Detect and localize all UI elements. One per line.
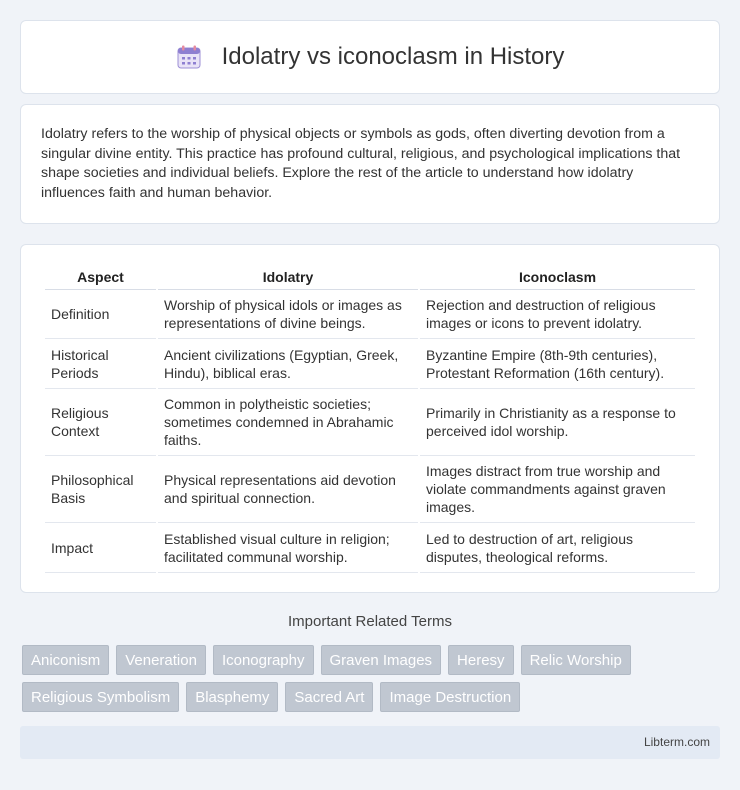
intro-text: Idolatry refers to the worship of physical objects or symbols as gods, often diverting devotion from a singular divine entity. This practice has profound cultural, religious, and psychological implications that shape societies and individual beliefs. Explore the rest of the article to understand how idolatry influences faith and human behavior. [41,126,681,201]
intro-card [20,104,720,224]
related-terms-list [22,645,722,712]
row-aspect: Impact [45,523,156,573]
tag-graven-images[interactable]: Graven Images [321,645,442,675]
related-terms-title: Important Related Terms [288,613,452,630]
row-iconoclasm: Images distract from true worship and violate commandments against graven images. [420,456,695,523]
row-idolatry: Common in polytheistic societies; sometimes condemned in Abrahamic faiths. [158,389,418,456]
page-title: Idolatry vs iconoclasm in History [221,43,565,70]
tag-aniconism[interactable]: Aniconism [22,645,109,675]
comparison-table-card [20,244,720,593]
tag-religious-symbolism[interactable]: Religious Symbolism [22,682,179,712]
row-iconoclasm: Primarily in Christianity as a response to perceived idol worship. [420,389,695,456]
table-row [45,389,695,456]
row-aspect: Religious Context [45,389,156,456]
tag-relic-worship[interactable]: Relic Worship [521,645,631,675]
table-row [45,290,695,339]
row-aspect: Philosophical Basis [45,456,156,523]
footer-site-link[interactable]: Libterm.com [643,735,710,749]
row-iconoclasm: Byzantine Empire (8th-9th centuries), Protestant Reformation (16th century). [420,339,695,389]
title-card [20,20,720,94]
header-aspect: Aspect [45,265,156,290]
table-row [45,456,695,523]
row-iconoclasm: Led to destruction of art, religious disputes, theological reforms. [420,523,695,573]
header-idolatry: Idolatry [158,265,418,290]
comparison-table [43,265,697,573]
header-iconoclasm: Iconoclasm [420,265,695,290]
tag-blasphemy[interactable]: Blasphemy [186,682,278,712]
row-aspect: Definition [45,290,156,339]
row-aspect: Historical Periods [45,339,156,389]
tag-iconography[interactable]: Iconography [213,645,314,675]
table-row [45,523,695,573]
tag-veneration[interactable]: Veneration [116,645,206,675]
table-row [45,339,695,389]
row-idolatry: Worship of physical idols or images as representations of divine beings. [158,290,418,339]
footer [20,726,720,759]
row-iconoclasm: Rejection and destruction of religious images or icons to prevent idolatry. [420,290,695,339]
table-header-row [45,265,695,290]
tag-image-destruction[interactable]: Image Destruction [380,682,520,712]
row-idolatry: Physical representations aid devotion and spiritual connection. [158,456,418,523]
tag-sacred-art[interactable]: Sacred Art [285,682,373,712]
calendar-icon [176,44,202,70]
row-idolatry: Established visual culture in religion; facilitated communal worship. [158,523,418,573]
tag-heresy[interactable]: Heresy [448,645,514,675]
row-idolatry: Ancient civilizations (Egyptian, Greek, Hindu), biblical eras. [158,339,418,389]
